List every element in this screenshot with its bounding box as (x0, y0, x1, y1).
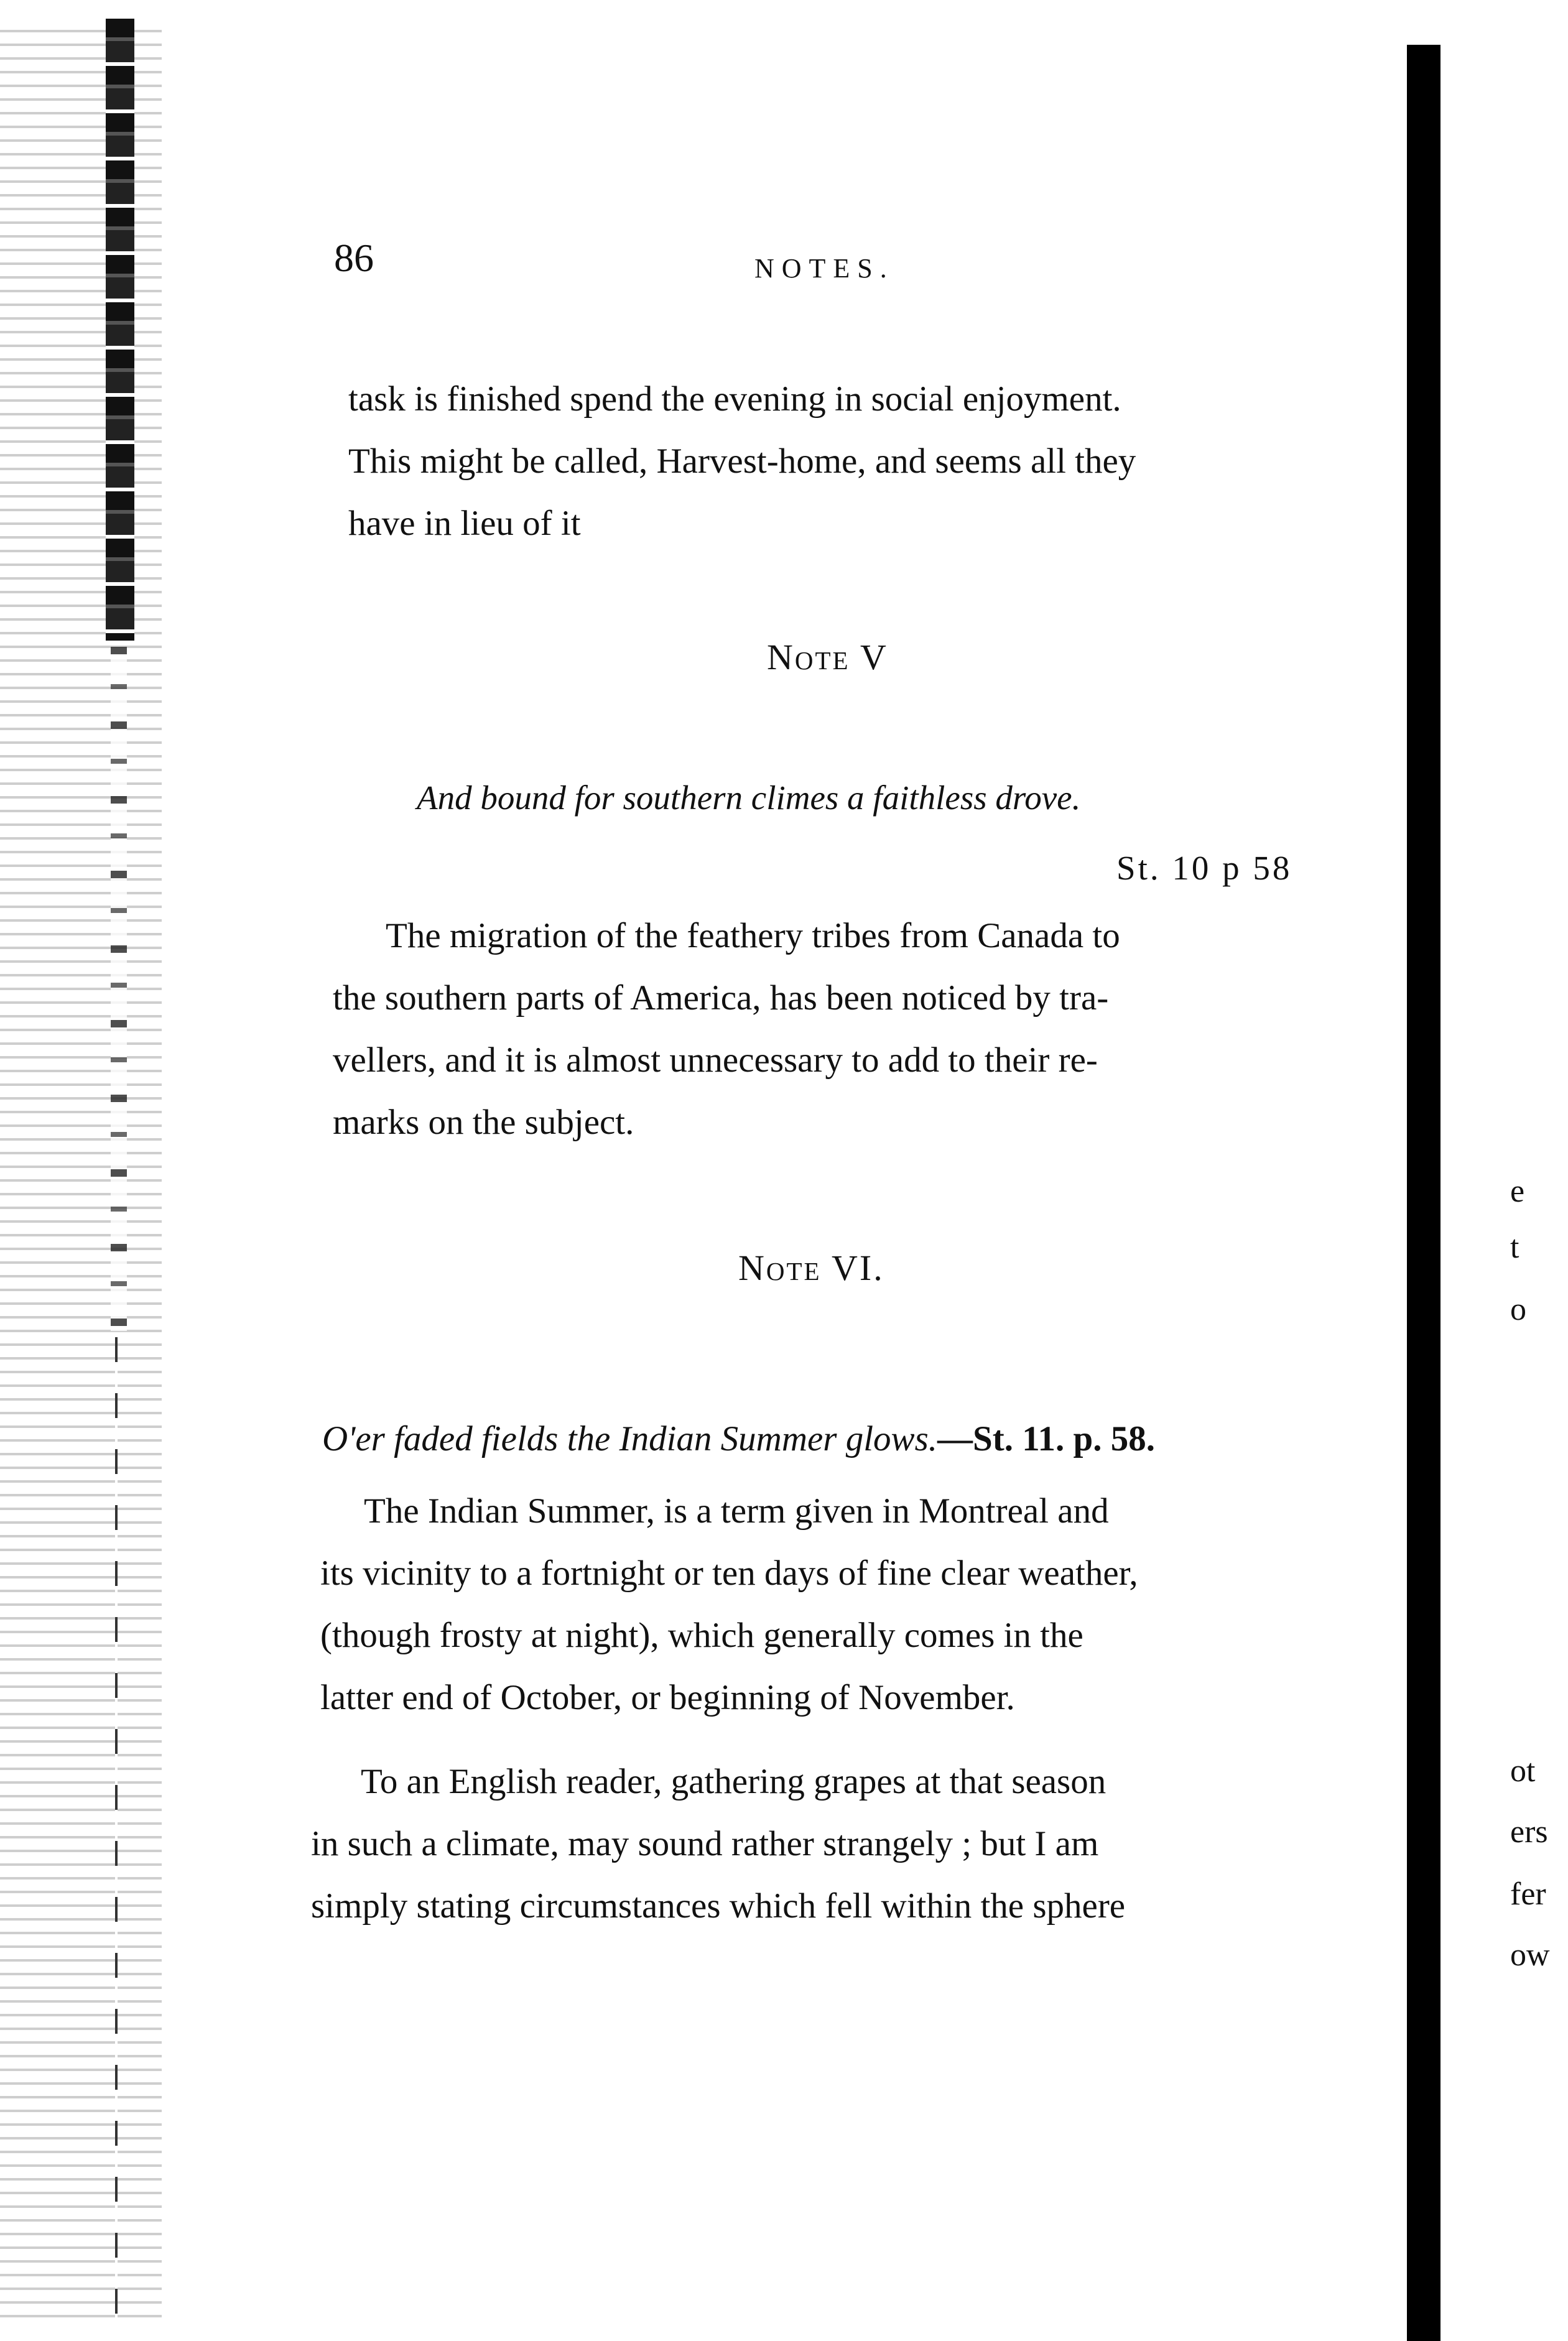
note-vi-reference: —St. 11. p. 58. (937, 1419, 1156, 1458)
note-vi-quote-line (322, 1421, 1155, 1457)
facing-page-fragment: fer (1510, 1876, 1546, 1912)
text-line: (though frosty at night), which generally comes in the (320, 1616, 1083, 1655)
text-line: The Indian Summer, is a term given in Montreal and (364, 1491, 1109, 1531)
note-vi-quote: O'er faded fields the Indian Summer glows. (322, 1419, 938, 1458)
note-v-reference: St. 10 p 58 (1116, 849, 1292, 887)
text-line: its vicinity to a fortnight or ten days of fine clear weather, (320, 1554, 1138, 1593)
note-vi-paragraph-2 (311, 1751, 1125, 1937)
text-line: task is finished spend the evening in social enjoyment. (348, 379, 1121, 419)
facing-page-fragment: ow (1510, 1937, 1550, 1973)
note-v-heading: Note V (767, 637, 888, 677)
scan-binding-edge (106, 19, 134, 641)
text-line: The migration of the feathery tribes from Canada to (386, 916, 1120, 955)
intro-paragraph (348, 368, 1136, 555)
text-line: in such a climate, may sound rather strangely ; but I am (311, 1824, 1099, 1863)
text-line: have in lieu of it (348, 504, 581, 543)
scan-shadow-left (0, 19, 162, 2320)
scan-binding-line (115, 1337, 118, 2332)
page-number: 86 (334, 236, 374, 280)
note-vi-paragraph-1 (320, 1480, 1138, 1729)
note-v-paragraph (333, 905, 1120, 1154)
facing-page-fragment: t (1510, 1230, 1519, 1265)
facing-page-fragment: o (1510, 1292, 1526, 1327)
text-line: latter end of October, or beginning of November. (320, 1678, 1015, 1717)
running-head: NOTES. (754, 253, 894, 284)
text-line: marks on the subject. (333, 1103, 634, 1142)
text-line: To an English reader, gathering grapes at that season (361, 1762, 1106, 1801)
facing-page-fragment: ers (1510, 1814, 1548, 1850)
scan-gutter-bar (1407, 45, 1440, 2341)
note-v-quote: And bound for southern climes a faithless drove. (417, 779, 1081, 817)
note-vi-heading: Note VI. (738, 1248, 884, 1288)
facing-page-fragment: ot (1510, 1753, 1536, 1789)
text-line: the southern parts of America, has been noticed by tra- (333, 978, 1109, 1018)
text-line: vellers, and it is almost unnecessary to add to their re- (333, 1041, 1098, 1080)
facing-page-fragment: e (1510, 1174, 1525, 1209)
scan-binding-edge-lower (111, 647, 127, 1331)
text-line: This might be called, Harvest-home, and seems all they (348, 442, 1136, 481)
text-line: simply stating circumstances which fell within the sphere (311, 1886, 1126, 1926)
